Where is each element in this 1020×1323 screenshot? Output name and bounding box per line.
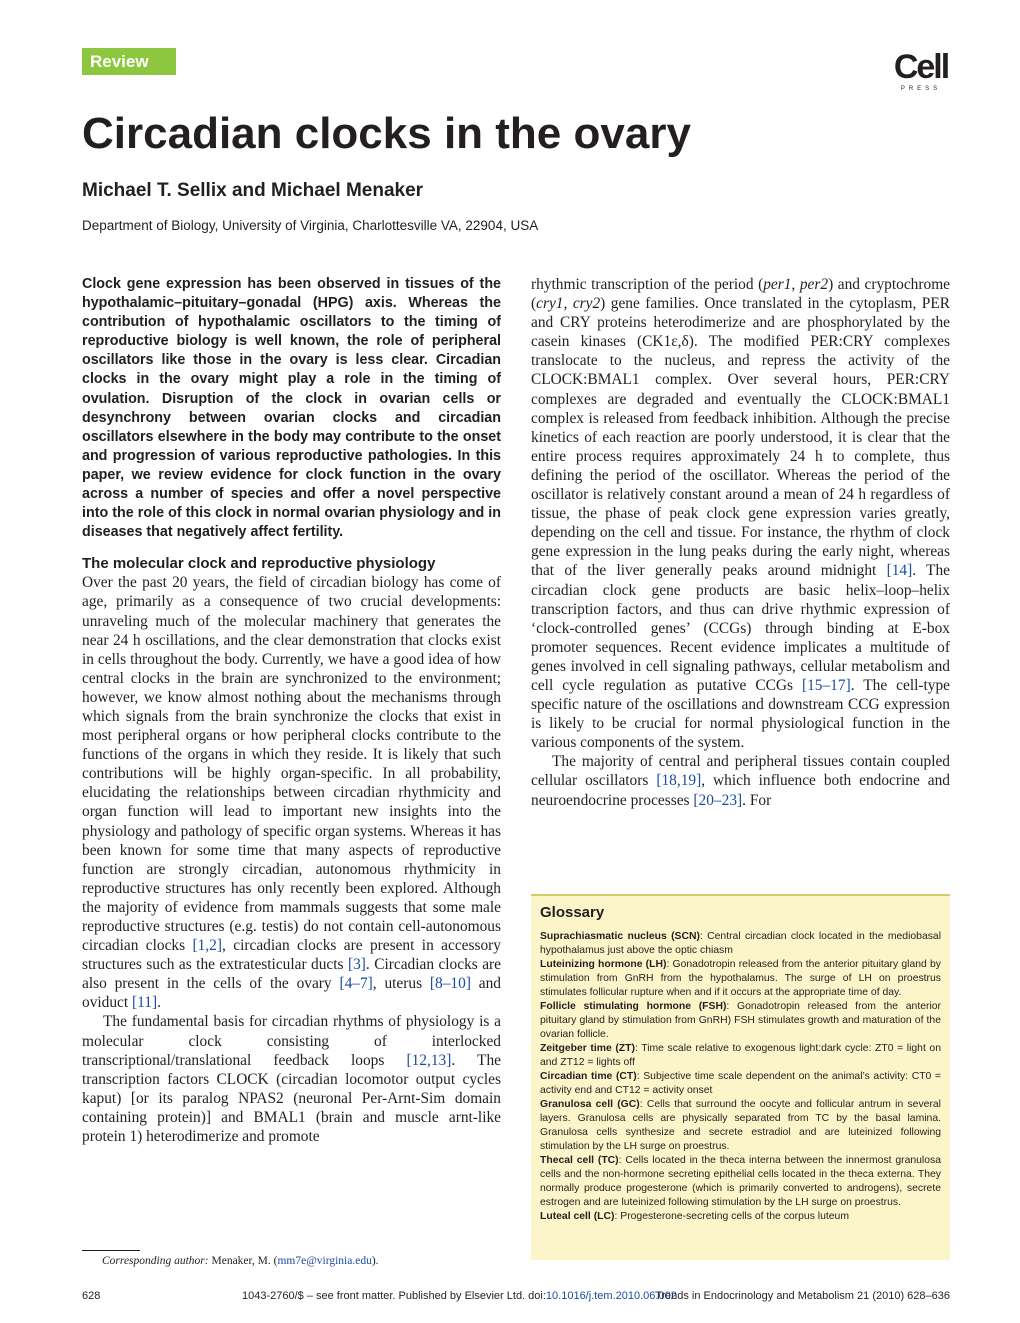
- citation-link[interactable]: [12,13]: [406, 1051, 452, 1069]
- citation-link[interactable]: [8–10]: [429, 975, 471, 993]
- authors: Michael T. Sellix and Michael Menaker: [82, 180, 424, 201]
- journal-citation: Trends in Endocrinology and Metabolism 21 (2010) 628–636: [655, 1290, 950, 1302]
- citation-link[interactable]: [1,2]: [192, 937, 223, 955]
- citation-link[interactable]: [11]: [132, 994, 158, 1012]
- glossary-entry: Follicle stimulating hormone (FSH): Gonadotropin released from the anterior pituitary gland by stimulation from GnRH) FSH stimulates growth and maturation of the ovarian follicle.: [540, 1001, 941, 1040]
- affiliation: Department of Biology, University of Virginia, Charlottesville VA, 22904, USA: [82, 218, 539, 233]
- paragraph-1: Over the past 20 years, the field of circadian biology has come of age, primarily as a consequence of two crucial developments: unraveling much of the molecular machinery that generates the near 24 h oscillations, and the clear demonstration that clocks exist in cells throughout the body. Currently, we have a good idea of how central clocks in the brain are synchronized to the environment; however, we know almost nothing about the mechanisms through which signals from the brain synchronize the clocks that exist in most peripheral organs or how peripheral clocks contribute to the functions of the organs in which they reside. It is likely that such contributions will be highly organ-specific. In all probability, elucidating the relationships between circadian rhythmicity and organ function will lead to important new insights into the physiology and pathology of specific organ systems. Whereas it has been known for some time that many aspects of reproductive function are strongly circadian, autonomous rhythmicity in reproductive structures has only recently been explored. Although the majority of evidence from mammals suggests that some male reproductive structures (e.g. testis) do not contain cell-autonomous circadian clocks [1,2], circadian clocks are present in accessory structures such as the extratesticular ducts [3]. Circadian clocks are also present in the cells of the ovary [4–7], uterus [8–10] and oviduct [11].: [82, 574, 501, 1012]
- glossary-box: [531, 894, 950, 1260]
- copyright-meta: 1043-2760/$ – see front matter. Published by Elsevier Ltd. doi:10.1016/j.tem.2010.06.002: [242, 1290, 677, 1302]
- citation-link[interactable]: [14]: [886, 562, 913, 580]
- page-number: 628: [82, 1290, 101, 1302]
- logo-word: Cell: [893, 48, 949, 86]
- paragraph-4: The majority of central and peripheral tissues contain coupled cellular oscillators [18,19], which influence both endocrine and neuroendocrine processes [20–23]. For: [531, 753, 950, 809]
- email-link[interactable]: mm7e@virginia.edu: [277, 1255, 372, 1267]
- citation-link[interactable]: [15–17]: [801, 676, 851, 694]
- abstract: Clock gene expression has been observed in tissues of the hypothalamic–pituitary–gonadal (HPG) axis. Whereas the contribution of hypothalamic oscillators to the timing of reproductive biology is well known, the role of peripheral oscillators like those in the ovary is less clear. Circadian clocks in the ovary might play a role in the timing of ovulation. Disruption of the clock in ovarian cells or desynchrony between ovarian clocks and circadian oscillators elsewhere in the body may contribute to the onset and progression of various reproductive pathologies. In this paper, we review evidence for clock function in the ovary across a number of species and offer a novel perspective into the role of this clock in normal ovarian physiology and in diseases that negatively affect fertility.: [82, 276, 501, 541]
- paragraph-3: rhythmic transcription of the period (per1, per2) and cryptochrome (cry1, cry2) gene families. Once translated in the cytoplasm, PER and CRY proteins heterodimerize and are phosphorylated by the casein kinases (CK1ε,δ). The modified PER:CRY complexes translocate to the nucleus, and repress the activity of the CLOCK:BMAL1 complex. Over several hours, PER:CRY complexes are degraded and eventually the CLOCK:BMAL1 complex is released from feedback inhibition. Although the precise kinetics of each reaction are poorly understood, it is clear that the entire process requires approximately 24 h to complete, thus defining the period of the oscillator. Whereas the period of the oscillator is relatively constant around a mean of 24 h regardless of tissue, the phase of peak clock gene expression varies greatly, depending on the cell and tissue. For instance, the rhythm of clock gene expression in the lung peaks during the early night, whereas that of the liver generally peaks around midnight [14]. The circadian clock gene products are basic helix–loop–helix transcription factors, and thus can drive rhythmic expression of ‘clock-controlled genes’ (CCGs) through binding at E-box promoter sequences. Recent evidence implicates a multitude of genes involved in cell signaling pathways, cellular metabolism and cell cycle regulation as putative CCGs [15–17]. The cell-type specific nature of the oscillations and downstream CCG expression is likely to be crucial for normal physiological function in the various components of the system.: [531, 276, 951, 752]
- glossary-entry: Suprachiasmatic nucleus (SCN): Central circadian clock located in the mediobasal hypothalamus just above the optic chiasm: [540, 931, 941, 956]
- glossary-entry: Zeitgeber time (ZT): Time scale relative to exogenous light:dark cycle: ZT0 = light on and ZT12 = lights off: [540, 1043, 941, 1068]
- glossary-entry: Granulosa cell (GC): Cells that surround the oocyte and follicular antrum in several layers. Granulosa cells are physically separated from TC by the basal lamina. Granulosa cells synthesize and secrete estradiol and are luteinized following stimulation by the LH surge on proestrus.: [540, 1099, 941, 1152]
- glossary-title: Glossary: [540, 904, 605, 921]
- section-heading: The molecular clock and reproductive physiology: [82, 555, 436, 573]
- right-column: [531, 275, 950, 810]
- glossary-entry: Luteinizing hormone (LH): Gonadotropin released from the anterior pituitary gland by stimulation from GnRH from the hypothalamus. The surge of LH on proestrus stimulates follicular rupture when and if it occurs at the appropriate time of day.: [540, 959, 941, 998]
- glossary-entry: Luteal cell (LC): Progesterone-secreting cells of the corpus luteum: [540, 1211, 849, 1222]
- corresponding-author-footnote: Corresponding author: Menaker, M. (mm7e@virginia.edu).: [102, 1255, 379, 1267]
- footnote-divider: [82, 1250, 140, 1251]
- citation-link[interactable]: [4–7]: [339, 975, 373, 993]
- glossary-entry: Circadian time (CT): Subjective time scale dependent on the animal’s activity: CT0 = activity end and CT12 = activity onset: [540, 1071, 942, 1096]
- cell-press-logo: [891, 50, 951, 92]
- doi-link[interactable]: 10.1016/j.tem.2010.06.002: [545, 1290, 677, 1302]
- logo-press: PRESS: [900, 86, 942, 92]
- section-tag: Review: [82, 48, 176, 75]
- citation-link[interactable]: [3]: [347, 956, 366, 974]
- glossary-entry: Thecal cell (TC): Cells located in the theca interna between the innermost granulosa cells and the non-hormone secreting epithelial cells located in the theca externa. They normally produce progesterone (which is primarily converted to androgens), secrete estrogen and are luteinized following stimulation by the LH surge on proestrus.: [540, 1155, 941, 1208]
- citation-link[interactable]: [18,19]: [656, 772, 702, 790]
- paragraph-2: The fundamental basis for circadian rhythms of physiology is a molecular clock consisting of interlocked transcriptional/translational feedback loops [12,13]. The transcription factors CLOCK (circadian locomotor output cycles kaput) [or its paralog NPAS2 (neuronal Per-Arnt-Sim domain containing protein)] and BMAL1 (brain and muscle arnt-like protein 1) heterodimerize and promote: [82, 1013, 501, 1146]
- left-column: [82, 275, 501, 1146]
- citation-link[interactable]: [20–23]: [693, 791, 743, 809]
- article-title: Circadian clocks in the ovary: [82, 109, 691, 158]
